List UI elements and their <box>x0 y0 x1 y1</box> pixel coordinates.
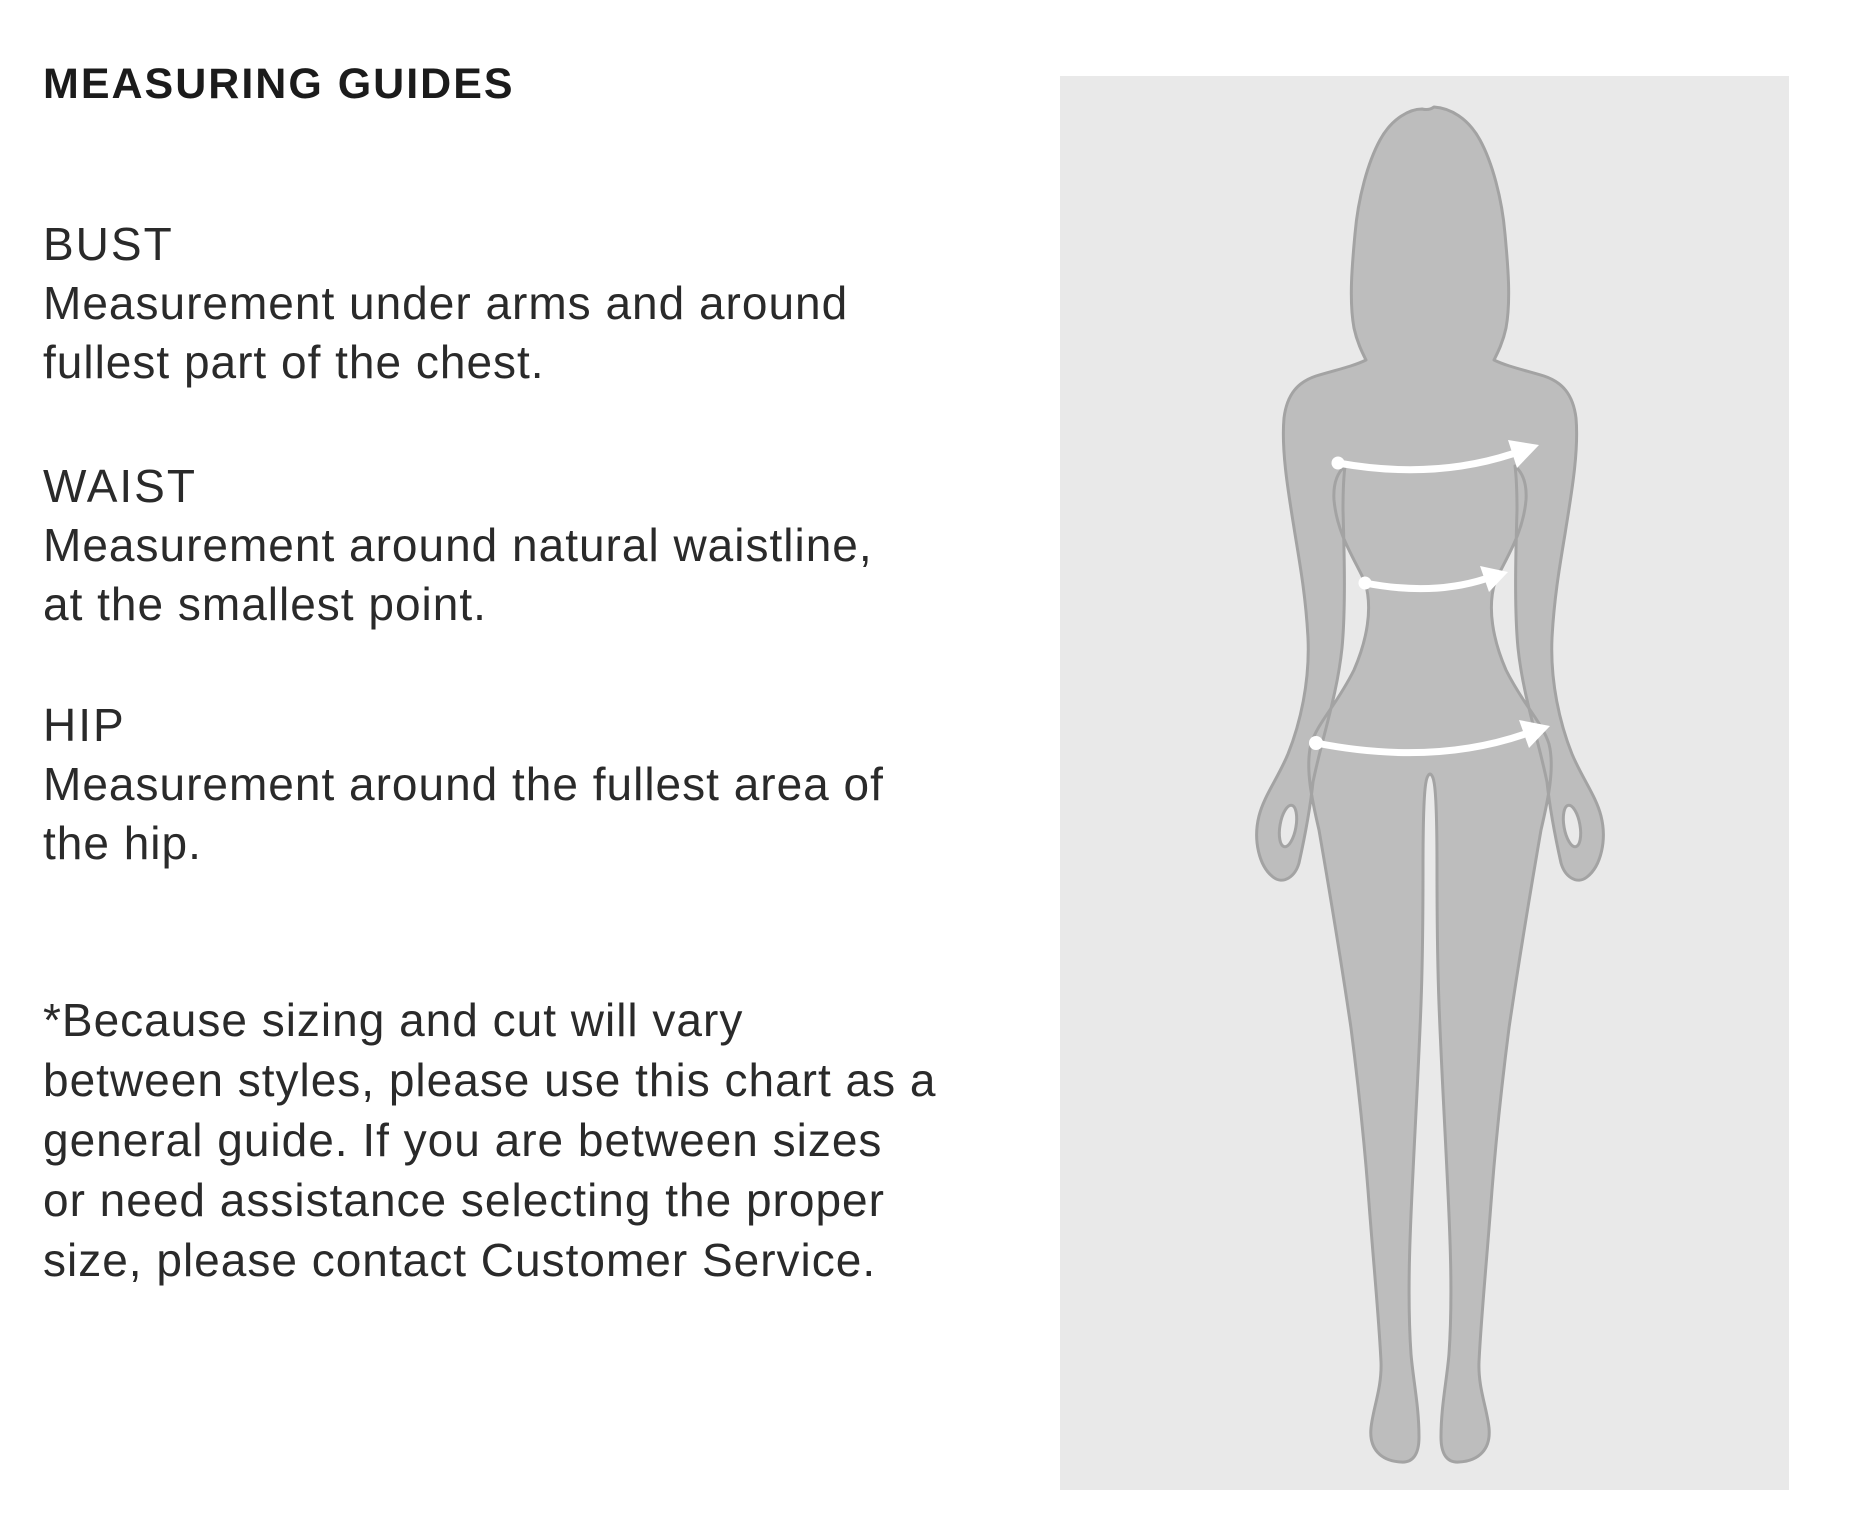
hip-label: HIP <box>43 699 126 751</box>
body-silhouette <box>1257 107 1604 1462</box>
waist-description-line-2: at the smallest point. <box>43 578 487 630</box>
disclaimer-line-4: or need assistance selecting the proper <box>43 1174 885 1226</box>
section-bust <box>43 215 1053 392</box>
sizing-disclaimer <box>43 990 1103 1290</box>
hip-description-line-1: Measurement around the fullest area of <box>43 758 884 810</box>
section-hip <box>43 696 1053 873</box>
waist-description-line-1: Measurement around natural waistline, <box>43 519 873 571</box>
hip-description-line-2: the hip. <box>43 817 202 869</box>
disclaimer-line-3: general guide. If you are between sizes <box>43 1114 883 1166</box>
measurement-figure-panel <box>1060 76 1789 1490</box>
section-waist <box>43 457 1053 634</box>
disclaimer-line-5: size, please contact Customer Service. <box>43 1234 877 1286</box>
disclaimer-line-2: between styles, please use this chart as a <box>43 1054 937 1106</box>
bust-label: BUST <box>43 218 174 270</box>
body-silhouette-illustration <box>1060 76 1789 1490</box>
waist-label: WAIST <box>43 460 197 512</box>
disclaimer-line-1: *Because sizing and cut will vary <box>43 994 744 1046</box>
page-title: MEASURING GUIDES <box>43 60 515 108</box>
bust-description-line-1: Measurement under arms and around <box>43 277 849 329</box>
bust-description-line-2: fullest part of the chest. <box>43 336 545 388</box>
